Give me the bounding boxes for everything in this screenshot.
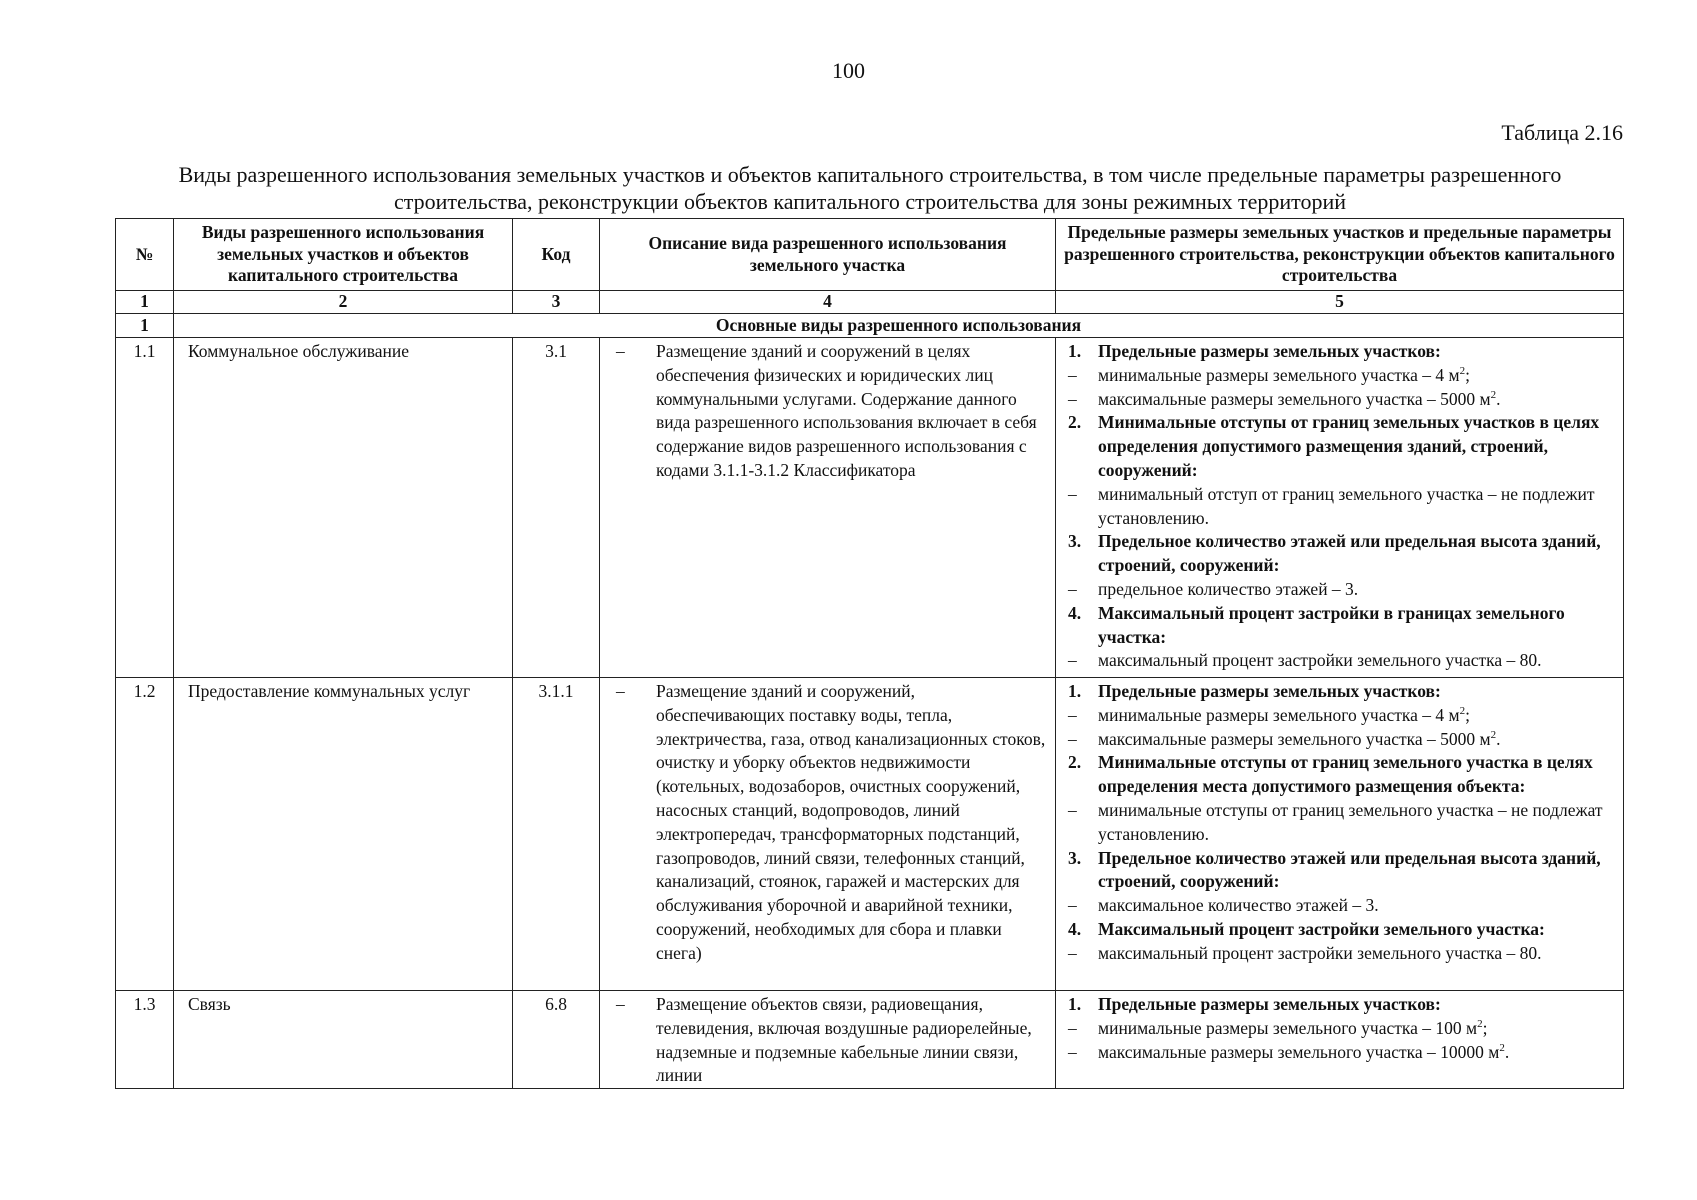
limit-text-wrap [1098,993,1619,1017]
section-row [116,314,1624,338]
limit-text-wrap [1098,1017,1619,1041]
limit-item [1068,894,1619,918]
column-number-row [116,291,1624,314]
limit-text-wrap [1098,388,1619,412]
limit-text: Предельные размеры земельных участков: [1098,681,1441,701]
limit-heading [1068,411,1619,482]
column-number: 3 [513,291,600,314]
row-number: 1.1 [116,338,174,678]
row-code: 3.1.1 [513,678,600,991]
superscript: 2 [1459,704,1466,717]
column-number: 4 [600,291,1056,314]
row-number: 1.2 [116,678,174,991]
limit-text-wrap [1098,1041,1619,1065]
limit-text: предельное количество этажей – 3. [1098,578,1359,599]
limit-text: максимальный процент застройки земельного участка – 80. [1098,942,1542,963]
table-label: Таблица 2.16 [1501,120,1623,145]
row-use-name: Предоставление коммунальных услуг [174,678,513,991]
limit-marker: 1. [1068,341,1082,361]
row-code: 6.8 [513,991,600,1089]
superscript: 2 [1499,1041,1505,1054]
limit-item [1068,1017,1619,1041]
limit-text-wrap [1098,728,1619,752]
limit-text: Предельное количество этажей или предельная высота зданий, строений, сооружений: [1098,531,1601,576]
limit-item [1068,388,1619,412]
dash-marker: – [616,681,625,701]
limit-text-wrap [1098,602,1619,650]
limit-item [1068,483,1619,531]
limit-marker: – [1068,650,1077,671]
limit-heading [1068,847,1619,895]
table-row [116,991,1624,1089]
limit-text: минимальные размеры земельного участка – 4 м [1098,364,1460,385]
limit-marker: – [1068,942,1077,963]
limit-punctuation: ; [1482,1017,1488,1038]
limit-text-wrap [1098,847,1619,895]
limit-text: минимальные размеры земельного участка – 100 м [1098,1017,1478,1038]
row-description [600,991,1056,1089]
limit-item [1068,364,1619,388]
page-number: 100 [832,58,865,83]
limit-text-wrap [1098,894,1619,918]
limit-marker: – [1068,704,1077,725]
limit-text: Предельное количество этажей или предельная высота зданий, строений, сооружений: [1098,847,1601,892]
table-row [116,678,1624,991]
limit-item [1068,704,1619,728]
table-caption: Виды разрешенного использования земельных участков и объектов капитального строительства, в том числе предельные параметры разрешенного строительства, реконструкции объектов капитального строительства для зоны режимных территорий [178,162,1562,214]
row-limits [1056,678,1624,991]
description-text: Размещение зданий и сооружений, обеспечивающих поставку воды, тепла, электричества, газа, отвод канализационных стоков, очистку и уборку объектов недвижимости (котельных, водозаборов, очистных сооружений, насосных станций, водопроводов, линий электропередач, трансформаторных подстанций, газопроводов, линий связи, телефонных станций, канализаций, стоянок, гаражей и мастерских для обслуживания уборочной и аварийной техники, сооружений, необходимых для сбора и плавки снега) [656,681,1046,963]
limit-marker: 1. [1068,681,1082,701]
header-code: Код [513,219,600,291]
limit-text-wrap [1098,680,1619,704]
limit-text: максимальные размеры земельного участка – 5000 м [1098,728,1491,749]
limit-text-wrap [1098,942,1619,966]
column-number: 2 [174,291,513,314]
limit-text: максимальное количество этажей – 3. [1098,895,1379,916]
superscript: 2 [1490,728,1497,741]
limit-marker: – [1068,578,1077,599]
column-number: 5 [1056,291,1624,314]
limit-marker: – [1068,895,1077,916]
description-item [616,993,1047,1088]
limit-heading [1068,993,1619,1017]
row-number: 1.3 [116,991,174,1089]
description-text: Размещение объектов связи, радиовещания, телевидения, включая воздушные радиорелейные, надземные и подземные кабельные линии связи, линии [656,994,1032,1086]
table-row [116,338,1624,678]
row-limits [1056,338,1624,678]
section-title: Основные виды разрешенного использования [174,314,1624,338]
limit-text-wrap [1098,704,1619,728]
dash-marker: – [616,341,625,361]
limit-heading [1068,918,1619,942]
limit-text: максимальные размеры земельного участка – 10000 м [1098,1041,1500,1062]
limit-marker: – [1068,728,1077,749]
limit-text-wrap [1098,411,1619,482]
limit-text-wrap [1098,483,1619,531]
row-code: 3.1 [513,338,600,678]
limit-text-wrap [1098,340,1619,364]
limit-heading [1068,751,1619,799]
limit-marker: 3. [1068,531,1082,552]
row-description [600,338,1056,678]
limit-marker: – [1068,483,1077,504]
limit-text: Предельные размеры земельных участков: [1098,994,1441,1014]
limit-text-wrap [1098,364,1619,388]
limit-text: Предельные размеры земельных участков: [1098,341,1441,361]
limit-marker: – [1068,364,1077,385]
limit-item [1068,942,1619,966]
limit-marker: 2. [1068,752,1082,773]
header-row [116,219,1624,291]
limit-punctuation: ; [1465,704,1470,725]
limit-heading [1068,602,1619,650]
limit-marker: – [1068,388,1077,409]
limit-punctuation: . [1504,1041,1510,1062]
limit-item [1068,1041,1619,1065]
limit-punctuation: . [1496,388,1501,409]
row-use-name: Связь [174,991,513,1089]
row-limits [1056,991,1624,1089]
limit-item [1068,578,1619,602]
limit-heading [1068,530,1619,578]
limit-marker: – [1068,1017,1077,1038]
limit-text: максимальный процент застройки земельного участка – 80. [1098,650,1542,671]
limit-punctuation: . [1496,728,1501,749]
limit-text-wrap [1098,799,1619,847]
limit-item [1068,799,1619,847]
limit-text: Максимальный процент застройки в границах земельного участка: [1098,602,1565,647]
description-item [616,340,1047,483]
land-use-table [115,218,1624,1089]
limit-text: Минимальные отступы от границ земельных участков в целях определения допустимого размещения зданий, строений, сооружений: [1098,412,1600,480]
limit-text-wrap [1098,751,1619,799]
dash-marker: – [616,994,625,1014]
limit-heading [1068,680,1619,704]
limit-marker: 3. [1068,847,1082,868]
header-num: № [116,219,174,291]
section-num: 1 [116,314,174,338]
description-text: Размещение зданий и сооружений в целях обеспечения физических и юридических лиц коммунальными услугами. Содержание данного вида разрешенного использования включает в себя содержание видов разрешенного использования с кодами 3.1.1-3.1.2 Классификатора [656,341,1037,480]
header-limits: Предельные размеры земельных участков и предельные параметры разрешенного строительства, реконструкции объектов капитального строительства [1056,219,1624,291]
limit-text-wrap [1098,918,1619,942]
superscript: 2 [1477,1017,1483,1030]
limit-text-wrap [1098,530,1619,578]
column-number: 1 [116,291,174,314]
limit-marker: 4. [1068,918,1082,939]
header-name: Виды разрешенного использования земельных участков и объектов капитального строительства [174,219,513,291]
limit-heading [1068,340,1619,364]
superscript: 2 [1490,388,1497,401]
limit-item [1068,728,1619,752]
row-description [600,678,1056,991]
limit-marker: 1. [1068,994,1082,1014]
limit-text-wrap [1098,649,1619,673]
limit-punctuation: ; [1465,364,1470,385]
limit-marker: 2. [1068,412,1082,433]
limit-text: минимальные отступы от границ земельного участка – не подлежат установлению. [1098,799,1603,844]
superscript: 2 [1459,364,1466,377]
limit-marker: – [1068,799,1077,820]
limit-text: минимальные размеры земельного участка – 4 м [1098,704,1460,725]
limit-item [1068,649,1619,673]
header-desc: Описание вида разрешенного использования земельного участка [600,219,1056,291]
limit-text: Максимальный процент застройки земельного участка: [1098,918,1545,939]
row-use-name: Коммунальное обслуживание [174,338,513,678]
limit-marker: – [1068,1041,1077,1062]
limit-text: максимальные размеры земельного участка – 5000 м [1098,388,1491,409]
limit-text-wrap [1098,578,1619,602]
limit-text: минимальный отступ от границ земельного участка – не подлежит установлению. [1098,483,1595,528]
limit-marker: 4. [1068,602,1082,623]
limit-text: Минимальные отступы от границ земельного участка в целях определения места допустимого размещения объекта: [1098,752,1593,797]
description-item [616,680,1047,966]
